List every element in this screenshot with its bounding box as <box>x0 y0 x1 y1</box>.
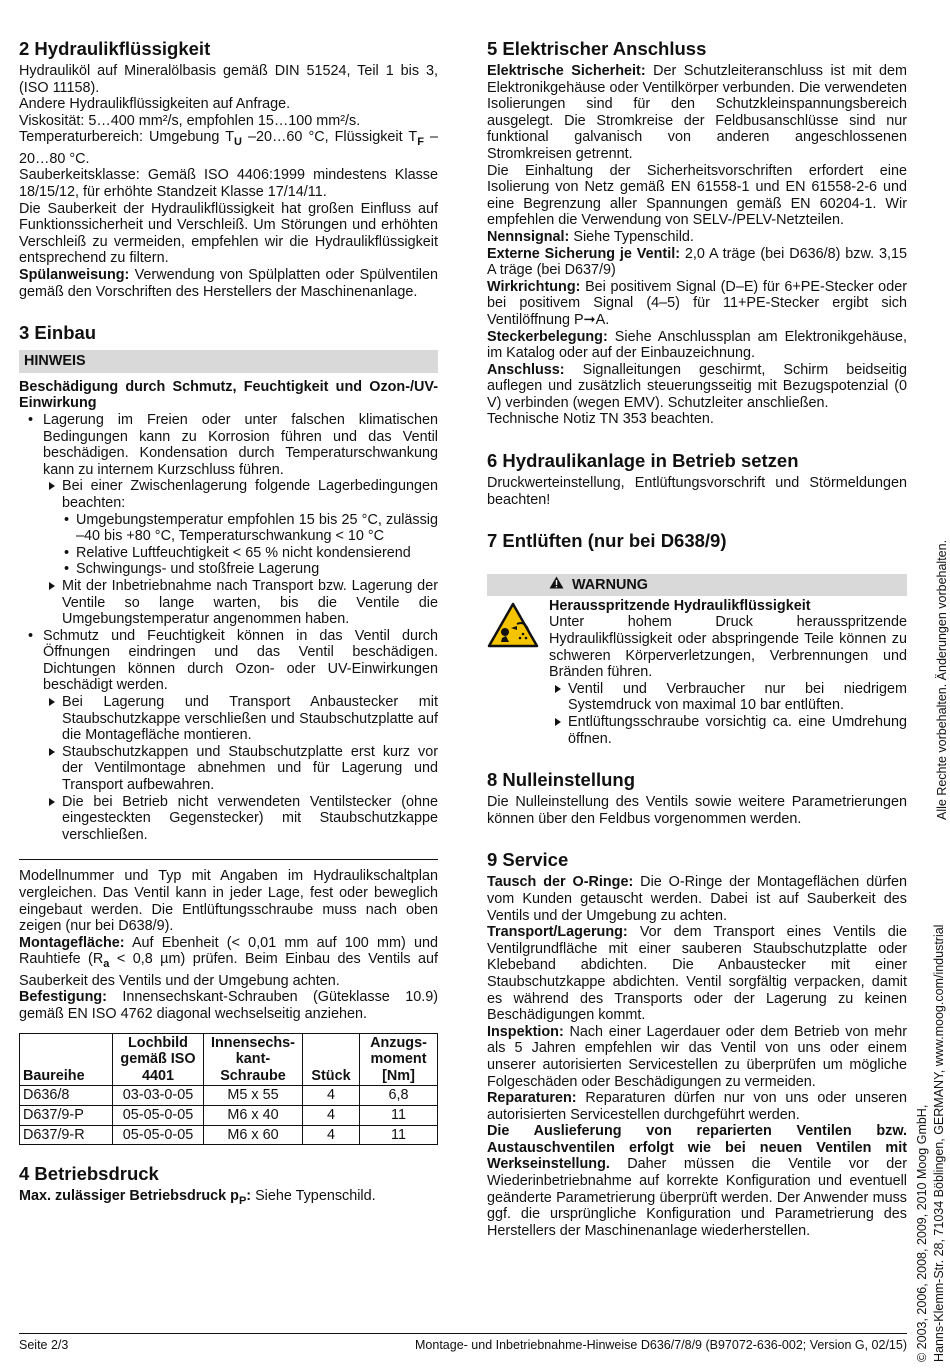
section-service <box>487 849 907 1239</box>
column-header: Innensechs-kant-Schraube <box>204 1033 303 1086</box>
paragraph: Anschluss: Signalleitungen geschirmt, Schirm beidseitig auflegen und zusätzlich steuerungsseitig mit Bezugspotenzial (0 V) verbinden (wegen EMV). Schutzleiter anschließen. <box>487 361 907 411</box>
list-item: • Schwingungs- und stoßfreie Lagerung <box>62 561 438 578</box>
paragraph: Nennsignal: Siehe Typenschild. <box>487 228 694 245</box>
section-title: 6 Hydraulikanlage in Betrieb setzen <box>487 450 799 472</box>
fastening-paragraph: Befestigung: Innensechskant-Schrauben (Güteklasse 10.9) gemäß EN ISO 4762 diagonal wechselseitig anziehen. <box>19 989 438 1023</box>
list-item: Mit der Inbetriebnahme nach Transport bzw. Lagerung der Ventile so lange warten, bis die Ventile die Umgebungstemperatur angenommen haben. <box>43 578 438 628</box>
column-header: Lochbild gemäß ISO 4401 <box>113 1033 204 1086</box>
list-item: Bei Lagerung und Transport Anbaustecker mit Staubschutzkappe verschließen und Staubschutzplatte auf die Montagefläche montieren. <box>43 694 438 744</box>
column-header: Anzugs-moment [Nm] <box>360 1033 438 1086</box>
temperature-paragraph: Temperaturbereich: Umgebung $T_U$ –20…60 °C, Flüssigkeit $T_F$ –20…80 °C. <box>19 129 438 167</box>
list-item: Staubschutzkappen und Staubschutzplatte erst kurz vor der Ventilmontage abnehmen und für Lagerung und Transport aufbewahren. <box>43 744 438 794</box>
section-title: 3 Einbau <box>19 322 97 344</box>
table-row: D637/9-P 05-05-0-05 M6 x 40 4 11 <box>20 1106 438 1126</box>
copyright-notice: © 2003, 2006, 2008, 2009, 2010 Moog GmbH, <box>915 1104 929 1362</box>
section-hydraulic-fluid <box>19 38 438 300</box>
section-title: 8 Nulleinstellung <box>487 769 636 791</box>
paragraph: Modellnummer und Typ mit Angaben im Hydraulikschaltplan vergleichen. Das Ventil kann in jeder Lage, fest oder beweglich eingebaut werden. Die Entlüftungsschraube muss nach oben zeigen (nur bei D638/9). <box>19 868 438 935</box>
right-column <box>487 38 907 1261</box>
paragraph: Max. zulässiger Betriebsdruck $p_P$: Siehe Typenschild. <box>19 1188 376 1208</box>
section-installation <box>19 322 438 1145</box>
section-title: 4 Betriebsdruck <box>19 1163 159 1185</box>
section-title: 9 Service <box>487 849 569 871</box>
paragraph: Die Nulleinstellung des Ventils sowie weitere Parametrierungen können über den Feldbus vorgenommen werden. <box>487 794 907 827</box>
warning-triangle-icon <box>549 576 564 589</box>
section-title: 2 Hydraulikflüssigkeit <box>19 38 211 59</box>
paragraph: Transport/Lagerung: Vor dem Transport eines Ventils die Ventilgrundfläche mit einer sauberen Staubschutzplatte oder Klebeband abdichten. Die Anbaustecker mit einer Staubschutzkappe abdichten. Ventil sorgfältig verpacken, damit es während des Transports oder der Lagerung zu keinen Beschädigungen kommt. <box>487 924 907 1024</box>
warning-heading: Herausspritzende Hydraulikflüssigkeit <box>549 597 811 614</box>
list-item: Die bei Betrieb nicht verwendeten Ventilstecker (ohne eingesteckten Gegenstecker) mit Staubschutzkappe verschließen. <box>43 794 438 844</box>
mounting-surface-paragraph: Montagefläche: Auf Ebenheit (< 0,01 mm auf 100 mm) und Rauhtiefe ($R_a < 0,8$ µm) prüfen. Beim Einbau des Ventils auf Sauberkeit des Ventils und der Umgebung achten. <box>19 934 438 989</box>
list-item: Bei einer Zwischenlagerung folgende Lagerbedingungen beachten: • Umgebungstemperatur empfohlen 15 bis 25 °C, zulässig –40 bis +80 °C, Temperaturschwankung < 10 °C • Relative Luftfeuchtigkeit < 65 % nicht kondensierend • Schwingungs- und stoßfreie Lagerung <box>43 478 438 578</box>
side-margin-text <box>912 40 950 1360</box>
paragraph: Inspektion: Nach einer Lagerdauer oder dem Betrieb von mehr als 5 Jahren empfehlen wir das Ventil von uns oder einem unserer autorisierten Servicestellen zu überprüfen um mögliche Folgeschäden oder Beschädigungen zu vermeiden. <box>487 1023 907 1090</box>
notice-bar: HINWEIS <box>19 350 438 373</box>
paragraph: Hydrauliköl auf Mineralölbasis gemäß DIN 51524, Teil 1 bis 3, (ISO 11158). <box>19 63 438 96</box>
bullet-list <box>549 681 907 747</box>
paragraph: Reparaturen: Reparaturen dürfen nur von uns oder unseren autorisierten Servicestellen durchgeführt werden. <box>487 1090 907 1123</box>
paragraph: Elektrische Sicherheit: Der Schutzleiteranschluss ist mit dem Elektronikgehäuse oder Ventilkörper verbunden. Die verwendeten Isolierungen sind für den Schutzkleinspannungsbereich ausgelegt. Die Stromkreise der Feldbusanschlüsse sind nur funktional galvanisch von anderen angeschlossenen Stromkreisen getrennt. <box>487 63 907 162</box>
section-title: 7 Entlüften (nur bei D638/9) <box>487 530 727 552</box>
paragraph: Die Sauberkeit der Hydraulikflüssigkeit hat großen Einfluss auf Funktionssicherheit und Verschleiß. Um Störungen und erhöhten Verschleiß zu vermeiden, empfehlen wir die Hydraulikflüssigkeit entsprechend zu filtern. <box>19 200 438 267</box>
paragraph: Steckerbelegung: Siehe Anschlussplan am Elektronikgehäuse, im Katalog oder auf der Einbauzeichnung. <box>487 328 907 362</box>
list-item: Ventil und Verbraucher nur bei niedrigem Systemdruck von maximal 10 bar entlüften. <box>549 681 907 714</box>
column-header: Stück <box>303 1033 360 1086</box>
hydraulic-spray-hazard-icon <box>487 602 539 648</box>
paragraph: Sauberkeitsklasse: Gemäß ISO 4406:1999 mindestens Klasse 18/15/12, für erhöhte Standzeit Klasse 17/14/11. <box>19 167 438 201</box>
paragraph: Technische Notiz TN 353 beachten. <box>487 411 714 428</box>
company-address: Hanns-Klemm-Str. 28, 71034 Böblingen, GERMANY, www.moog.com/industrial <box>932 924 946 1362</box>
rights-notice: Alle Rechte vorbehalten. Änderungen vorbehalten. <box>935 539 949 820</box>
paragraph: Externe Sicherung je Ventil: 2,0 A träge (bei D636/8) bzw. 3,15 A träge (bei D637/9) <box>487 245 907 279</box>
column-header: Baureihe <box>20 1033 113 1086</box>
section-title: 5 Elektrischer Anschluss <box>487 38 707 59</box>
document-reference: Montage- und Inbetriebnahme-Hinweise D636/7/8/9 (B97072-636-002; Version G, 02/15) <box>415 1338 907 1352</box>
table-header-row <box>20 1033 438 1086</box>
paragraph: Die Auslieferung von reparierten Ventilen bzw. Austauschventilen erfolgt wie bei neuen Ventilen mit Werkseinstellung. Daher müssen die Ventile vor der Wiederinbetriebnahme auf korrekte Konfiguration und eventuell geänderte Parametrierung überprüft werden. Der Anwender muss ggf. die ursprüngliche Konfiguration und Parametrierung des Herstellers der Maschinenanlage wiederherstellen. <box>487 1123 907 1239</box>
list-item: • Lagerung im Freien oder unter falschen klimatischen Bedingungen kann zu Korrosion führen und das Ventil beschädigen. Kondensation durch Temperaturschwankung kann zu internem Kurzschluss führen. Bei einer Zwischenlagerung folgende Lagerbedingungen beachten: • Umgebungstemperatur empfohlen 15 bis 25 °C, zulässig –40 bis +80 °C, Temperaturschwankung < 10 °C • Relative Luftfeuchtigkeit < 65 % nicht kondensierend • Schwingungs- und stoßfreie Lagerung Mit der Inbetriebnahme nach Transport bzw. Lagerung der Ventile so lange warten, bis die Ventile die Umgebungstemperatur angenommen haben. <box>19 412 438 628</box>
bullet-list <box>19 412 438 843</box>
section-electrical <box>487 38 907 428</box>
table-row: D637/9-R 05-05-0-05 M6 x 60 4 11 <box>20 1125 438 1145</box>
paragraph: Wirkrichtung: Bei positivem Signal (D–E) für 6+PE-Stecker oder bei positivem Signal (4–5) für 11+PE-Stecker ergibt sich Ventilöffnung P➞A. <box>487 278 907 328</box>
divider <box>19 859 438 860</box>
list-item: • Relative Luftfeuchtigkeit < 65 % nicht kondensierend <box>62 545 438 562</box>
list-item: • Umgebungstemperatur empfohlen 15 bis 25 °C, zulässig –40 bis +80 °C, Temperaturschwankung < 10 °C <box>62 512 438 545</box>
section-commissioning <box>487 450 907 508</box>
page-number: Seite 2/3 <box>19 1338 69 1352</box>
paragraph: Spülanweisung: Verwendung von Spülplatten oder Spülventilen gemäß den Vorschriften des Herstellers der Maschinenanlage. <box>19 267 438 300</box>
paragraph: Die Einhaltung der Sicherheitsvorschriften erfordert eine Isolierung von Netz gemäß EN 61558-1 und EN 61558-2-6 und eine Begrenzung aller Spannungen gemäß EN 60204-1. Wir empfehlen die Verwendung von SELV-/PELV-Netzteilen. <box>487 162 907 229</box>
table-row: D636/8 03-03-0-05 M5 x 55 4 6,8 <box>20 1086 438 1106</box>
page-footer <box>19 1333 907 1352</box>
list-item: Entlüftungsschraube vorsichtig ca. eine Umdrehung öffnen. <box>549 714 907 747</box>
warning-bar: WARNUNG <box>487 574 907 596</box>
section-venting <box>487 530 907 747</box>
screw-table <box>19 1033 438 1146</box>
section-operating-pressure <box>19 1163 438 1209</box>
warning-text: Unter hohem Druck herausspritzende Hydraulikflüssigkeit oder abspringende Teile können zu schweren Körperverletzungen, Verbrennungen und Bränden führen. <box>549 614 907 681</box>
paragraph: Viskosität: 5…400 mm²/s, empfohlen 15…100 mm²/s. <box>19 112 361 129</box>
section-zero-adjustment <box>487 769 907 827</box>
notice-heading: Beschädigung durch Schmutz, Feuchtigkeit und Ozon-/UV-Einwirkung <box>19 378 438 412</box>
paragraph: Andere Hydraulikflüssigkeiten auf Anfrage. <box>19 96 291 113</box>
list-item: • Schmutz und Feuchtigkeit können in das Ventil durch Öffnungen eindringen und das Ventil beschädigen. Dichtungen können durch Ozon- oder UV-Einwirkungen beschädigt werden. Bei Lagerung und Transport Anbaustecker mit Staubschutzkappe verschließen und Staubschutzplatte auf die Montagefläche montieren. Staubschutzkappen und Staubschutzplatte erst kurz vor der Ventilmontage abnehmen und für Lagerung und Transport aufbewahren. Die bei Betrieb nicht verwendeten Ventilstecker (ohne eingesteckten Gegenstecker) mit Staubschutzkappe verschließen. <box>19 628 438 844</box>
paragraph: Druckwerteinstellung, Entlüftungsvorschrift und Störmeldungen beachten! <box>487 475 907 508</box>
paragraph: Tausch der O-Ringe: Die O-Ringe der Montageflächen dürfen vom Kunden getauscht werden. Dabei ist auf Sauberkeit des Ventils und der Umgebung zu achten. <box>487 874 907 924</box>
left-column <box>19 38 438 1232</box>
